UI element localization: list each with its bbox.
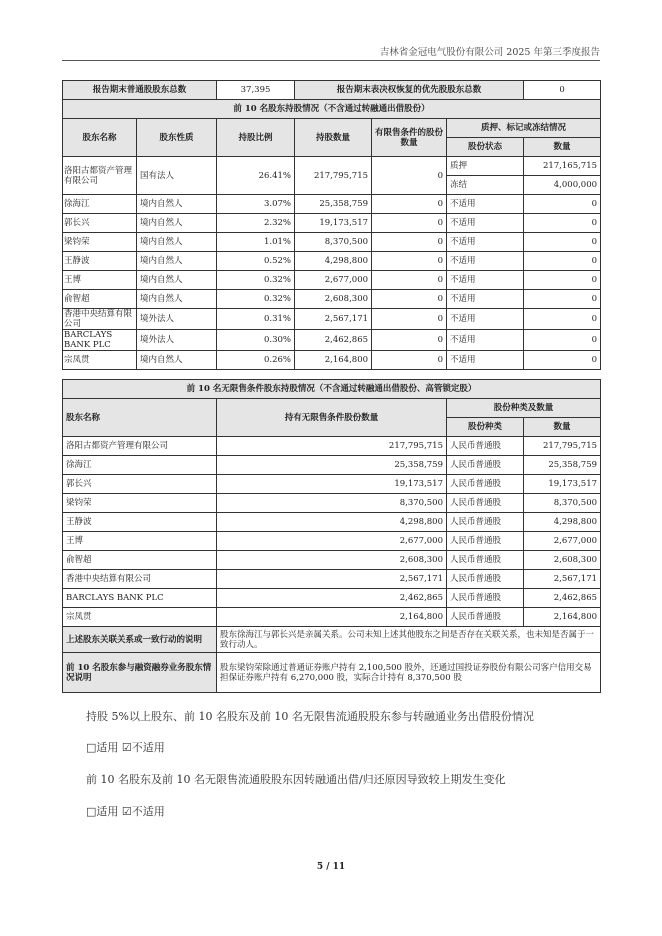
shareholder-nature: 境内自然人	[137, 214, 217, 233]
pledge-status: 不适用	[447, 271, 524, 290]
shareholder-name: 王静波	[63, 252, 137, 271]
shareholder-shares: 2,608,300	[295, 290, 372, 309]
holder-name: 王静波	[63, 513, 217, 532]
share-type: 人民币普通股	[447, 513, 524, 532]
shareholder-nature: 国有法人	[137, 157, 217, 195]
shareholder-name: 徐海江	[63, 195, 137, 214]
col-header-ratio: 持股比例	[217, 119, 295, 157]
col-header-type-group: 股份种类及数量	[447, 399, 601, 418]
pledge-status: 冻结	[447, 176, 524, 195]
share-type: 人民币普通股	[447, 475, 524, 494]
unrestricted-qty: 2,462,865	[217, 589, 447, 608]
total-pref-holders-value: 0	[524, 81, 601, 100]
col-header-count: 数量	[524, 418, 601, 437]
pledge-qty: 0	[524, 214, 601, 233]
pledge-status: 质押	[447, 157, 524, 176]
table-row	[63, 351, 601, 370]
top10-section-title: 前 10 名股东持股情况（不含通过转融通出借股份）	[63, 100, 601, 119]
report-header-title: 吉林省金冠电气股份有限公司 2025 年第三季度报告	[379, 47, 600, 58]
shareholder-nature: 境内自然人	[137, 271, 217, 290]
share-count: 2,608,300	[524, 551, 601, 570]
table-row	[63, 532, 601, 551]
shareholder-restricted: 0	[372, 330, 447, 351]
option-applicable: 适用	[96, 741, 119, 754]
shareholder-ratio: 0.32%	[217, 290, 295, 309]
unrestricted-qty: 4,298,800	[217, 513, 447, 532]
shareholder-ratio: 0.26%	[217, 351, 295, 370]
note-label: 上述股东关联关系或一致行动的说明	[63, 627, 217, 653]
shareholder-ratio: 0.32%	[217, 271, 295, 290]
share-type: 人民币普通股	[447, 456, 524, 475]
shareholder-nature: 境内自然人	[137, 290, 217, 309]
table-row	[63, 456, 601, 475]
shareholder-ratio: 2.32%	[217, 214, 295, 233]
shareholder-name: 香港中央结算有限公司	[63, 309, 137, 330]
unrestricted-shareholders-table	[62, 379, 601, 693]
table-row	[63, 475, 601, 494]
share-type: 人民币普通股	[447, 551, 524, 570]
shareholder-shares: 19,173,517	[295, 214, 372, 233]
unrestricted-section-title: 前 10 名无限售条件股东持股情况（不含通过转融通出借股份、高管锁定股）	[63, 380, 601, 399]
note-text: 股东徐海江与郭长兴是亲属关系。公司未知上述其他股东之间是否存在关联关系，也未知是否属于一致行动人。	[217, 627, 601, 653]
share-type: 人民币普通股	[447, 608, 524, 627]
holder-name: 香港中央结算有限公司	[63, 570, 217, 589]
checkbox-unchecked-icon: □	[86, 805, 97, 818]
checkbox-checked-icon: ☑	[121, 741, 132, 754]
table-row	[63, 570, 601, 589]
unrestricted-qty: 8,370,500	[217, 494, 447, 513]
share-count: 2,462,865	[524, 589, 601, 608]
holder-name: BARCLAYS BANK PLC	[63, 589, 217, 608]
shareholder-shares: 2,567,171	[295, 309, 372, 330]
share-count: 2,677,000	[524, 532, 601, 551]
pledge-qty: 0	[524, 252, 601, 271]
shareholder-restricted: 0	[372, 195, 447, 214]
share-type: 人民币普通股	[447, 437, 524, 456]
table-row	[63, 608, 601, 627]
shareholder-nature: 境外法人	[137, 330, 217, 351]
col-header-shares: 持股数量	[295, 119, 372, 157]
shareholder-name: 俞智超	[63, 290, 137, 309]
unrestricted-qty: 2,677,000	[217, 532, 447, 551]
share-count: 2,164,800	[524, 608, 601, 627]
unrestricted-qty: 19,173,517	[217, 475, 447, 494]
shareholder-shares: 2,462,865	[295, 330, 372, 351]
table-row	[63, 309, 601, 330]
shareholder-restricted: 0	[372, 290, 447, 309]
shareholder-name: 宗凤贯	[63, 351, 137, 370]
shareholder-name: 郭长兴	[63, 214, 137, 233]
option-not-applicable: 不适用	[131, 741, 165, 754]
unrestricted-qty: 217,795,715	[217, 437, 447, 456]
para-change-title: 前 10 名股东及前 10 名无限售流通股股东因转融通出借/归还原因导致较上期发生变化	[86, 773, 506, 786]
col-header-restricted: 有限售条件的股份数量	[372, 119, 447, 157]
holder-name: 王博	[63, 532, 217, 551]
share-count: 25,358,759	[524, 456, 601, 475]
col-header-status: 股份状态	[447, 138, 524, 157]
shareholder-shares: 2,164,800	[295, 351, 372, 370]
para-lending-title: 持股 5%以上股东、前 10 名股东及前 10 名无限售流通股股东参与转融通业务出借股份情况	[86, 710, 534, 723]
pledge-qty: 0	[524, 233, 601, 252]
holder-name: 洛阳古都资产管理有限公司	[63, 437, 217, 456]
pledge-qty: 217,165,715	[524, 157, 601, 176]
note-text: 股东梁钧荣除通过普通证券账户持有 2,100,500 股外，还通过国投证券股份有限公司客户信用交易担保证券账户持有 6,270,000 股，实际合计持有 8,370,500 股	[217, 653, 601, 693]
checkbox-checked-icon: ☑	[121, 805, 132, 818]
shareholder-shares: 217,795,715	[295, 157, 372, 195]
shareholder-shares: 25,358,759	[295, 195, 372, 214]
table-row	[63, 233, 601, 252]
share-type: 人民币普通股	[447, 589, 524, 608]
pledge-qty: 4,000,000	[524, 176, 601, 195]
shareholder-restricted: 0	[372, 351, 447, 370]
total-common-holders-value: 37,395	[217, 81, 295, 100]
table-row	[63, 330, 601, 351]
unrestricted-qty: 25,358,759	[217, 456, 447, 475]
share-type: 人民币普通股	[447, 532, 524, 551]
top10-shareholders-table	[62, 80, 601, 370]
page-number: 5 / 11	[316, 862, 346, 872]
checkbox-unchecked-icon: □	[86, 741, 97, 754]
share-count: 19,173,517	[524, 475, 601, 494]
share-count: 8,370,500	[524, 494, 601, 513]
shareholder-shares: 4,298,800	[295, 252, 372, 271]
shareholder-restricted: 0	[372, 233, 447, 252]
table-row	[63, 271, 601, 290]
header-divider	[62, 60, 600, 61]
shareholder-name: BARCLAYS BANK PLC	[63, 330, 137, 351]
shareholder-name: 王博	[63, 271, 137, 290]
shareholder-shares: 2,677,000	[295, 271, 372, 290]
pledge-status: 不适用	[447, 290, 524, 309]
shareholder-ratio: 1.01%	[217, 233, 295, 252]
pledge-qty: 0	[524, 330, 601, 351]
pledge-status: 不适用	[447, 233, 524, 252]
shareholder-nature: 境内自然人	[137, 252, 217, 271]
table-row	[63, 252, 601, 271]
share-count: 2,567,171	[524, 570, 601, 589]
table-row	[63, 589, 601, 608]
pledge-status: 不适用	[447, 214, 524, 233]
pledge-qty: 0	[524, 271, 601, 290]
col-header-pledge: 质押、标记或冻结情况	[447, 119, 601, 138]
table-row	[63, 494, 601, 513]
unrestricted-qty: 2,608,300	[217, 551, 447, 570]
share-count: 4,298,800	[524, 513, 601, 532]
table-row	[63, 214, 601, 233]
applicability-option-2	[86, 803, 165, 819]
option-not-applicable: 不适用	[131, 805, 165, 818]
option-applicable: 适用	[96, 805, 119, 818]
shareholder-nature: 境外法人	[137, 309, 217, 330]
shareholder-name: 梁钧荣	[63, 233, 137, 252]
shareholder-restricted: 0	[372, 309, 447, 330]
shareholder-restricted: 0	[372, 252, 447, 271]
holder-name: 梁钧荣	[63, 494, 217, 513]
shareholder-ratio: 3.07%	[217, 195, 295, 214]
shareholder-restricted: 0	[372, 157, 447, 195]
applicability-option-1	[86, 739, 165, 755]
pledge-status: 不适用	[447, 330, 524, 351]
col-header-name: 股东名称	[63, 119, 137, 157]
pledge-qty: 0	[524, 351, 601, 370]
pledge-qty: 0	[524, 195, 601, 214]
table-row	[63, 513, 601, 532]
shareholder-name: 洛阳古都资产管理有限公司	[63, 157, 137, 195]
pledge-status: 不适用	[447, 351, 524, 370]
total-pref-holders-label: 报告期末表决权恢复的优先股股东总数	[295, 81, 524, 100]
holder-name: 宗凤贯	[63, 608, 217, 627]
shareholder-ratio: 0.31%	[217, 309, 295, 330]
pledge-qty: 0	[524, 290, 601, 309]
holder-name: 郭长兴	[63, 475, 217, 494]
shareholder-ratio: 26.41%	[217, 157, 295, 195]
shareholder-nature: 境内自然人	[137, 233, 217, 252]
table-row	[63, 551, 601, 570]
shareholder-shares: 8,370,500	[295, 233, 372, 252]
note-label: 前 10 名股东参与融资融券业务股东情况说明	[63, 653, 217, 693]
pledge-status: 不适用	[447, 195, 524, 214]
col-header-type: 股份种类	[447, 418, 524, 437]
shareholder-restricted: 0	[372, 214, 447, 233]
table-row	[63, 290, 601, 309]
pledge-qty: 0	[524, 309, 601, 330]
unrestricted-qty: 2,164,800	[217, 608, 447, 627]
holder-name: 徐海江	[63, 456, 217, 475]
total-common-holders-label: 报告期末普通股股东总数	[63, 81, 217, 100]
col-header-qty: 数量	[524, 138, 601, 157]
shareholder-nature: 境内自然人	[137, 351, 217, 370]
holder-name: 俞智超	[63, 551, 217, 570]
share-count: 217,795,715	[524, 437, 601, 456]
unrestricted-qty: 2,567,171	[217, 570, 447, 589]
col-header-nature: 股东性质	[137, 119, 217, 157]
share-type: 人民币普通股	[447, 494, 524, 513]
col-header-unrestricted-qty: 持有无限售条件股份数量	[217, 399, 447, 437]
share-type: 人民币普通股	[447, 570, 524, 589]
pledge-status: 不适用	[447, 252, 524, 271]
col-header-name: 股东名称	[63, 399, 217, 437]
pledge-status: 不适用	[447, 309, 524, 330]
table-row	[63, 195, 601, 214]
shareholder-restricted: 0	[372, 271, 447, 290]
shareholder-ratio: 0.52%	[217, 252, 295, 271]
table-row	[63, 437, 601, 456]
shareholder-ratio: 0.30%	[217, 330, 295, 351]
shareholder-nature: 境内自然人	[137, 195, 217, 214]
